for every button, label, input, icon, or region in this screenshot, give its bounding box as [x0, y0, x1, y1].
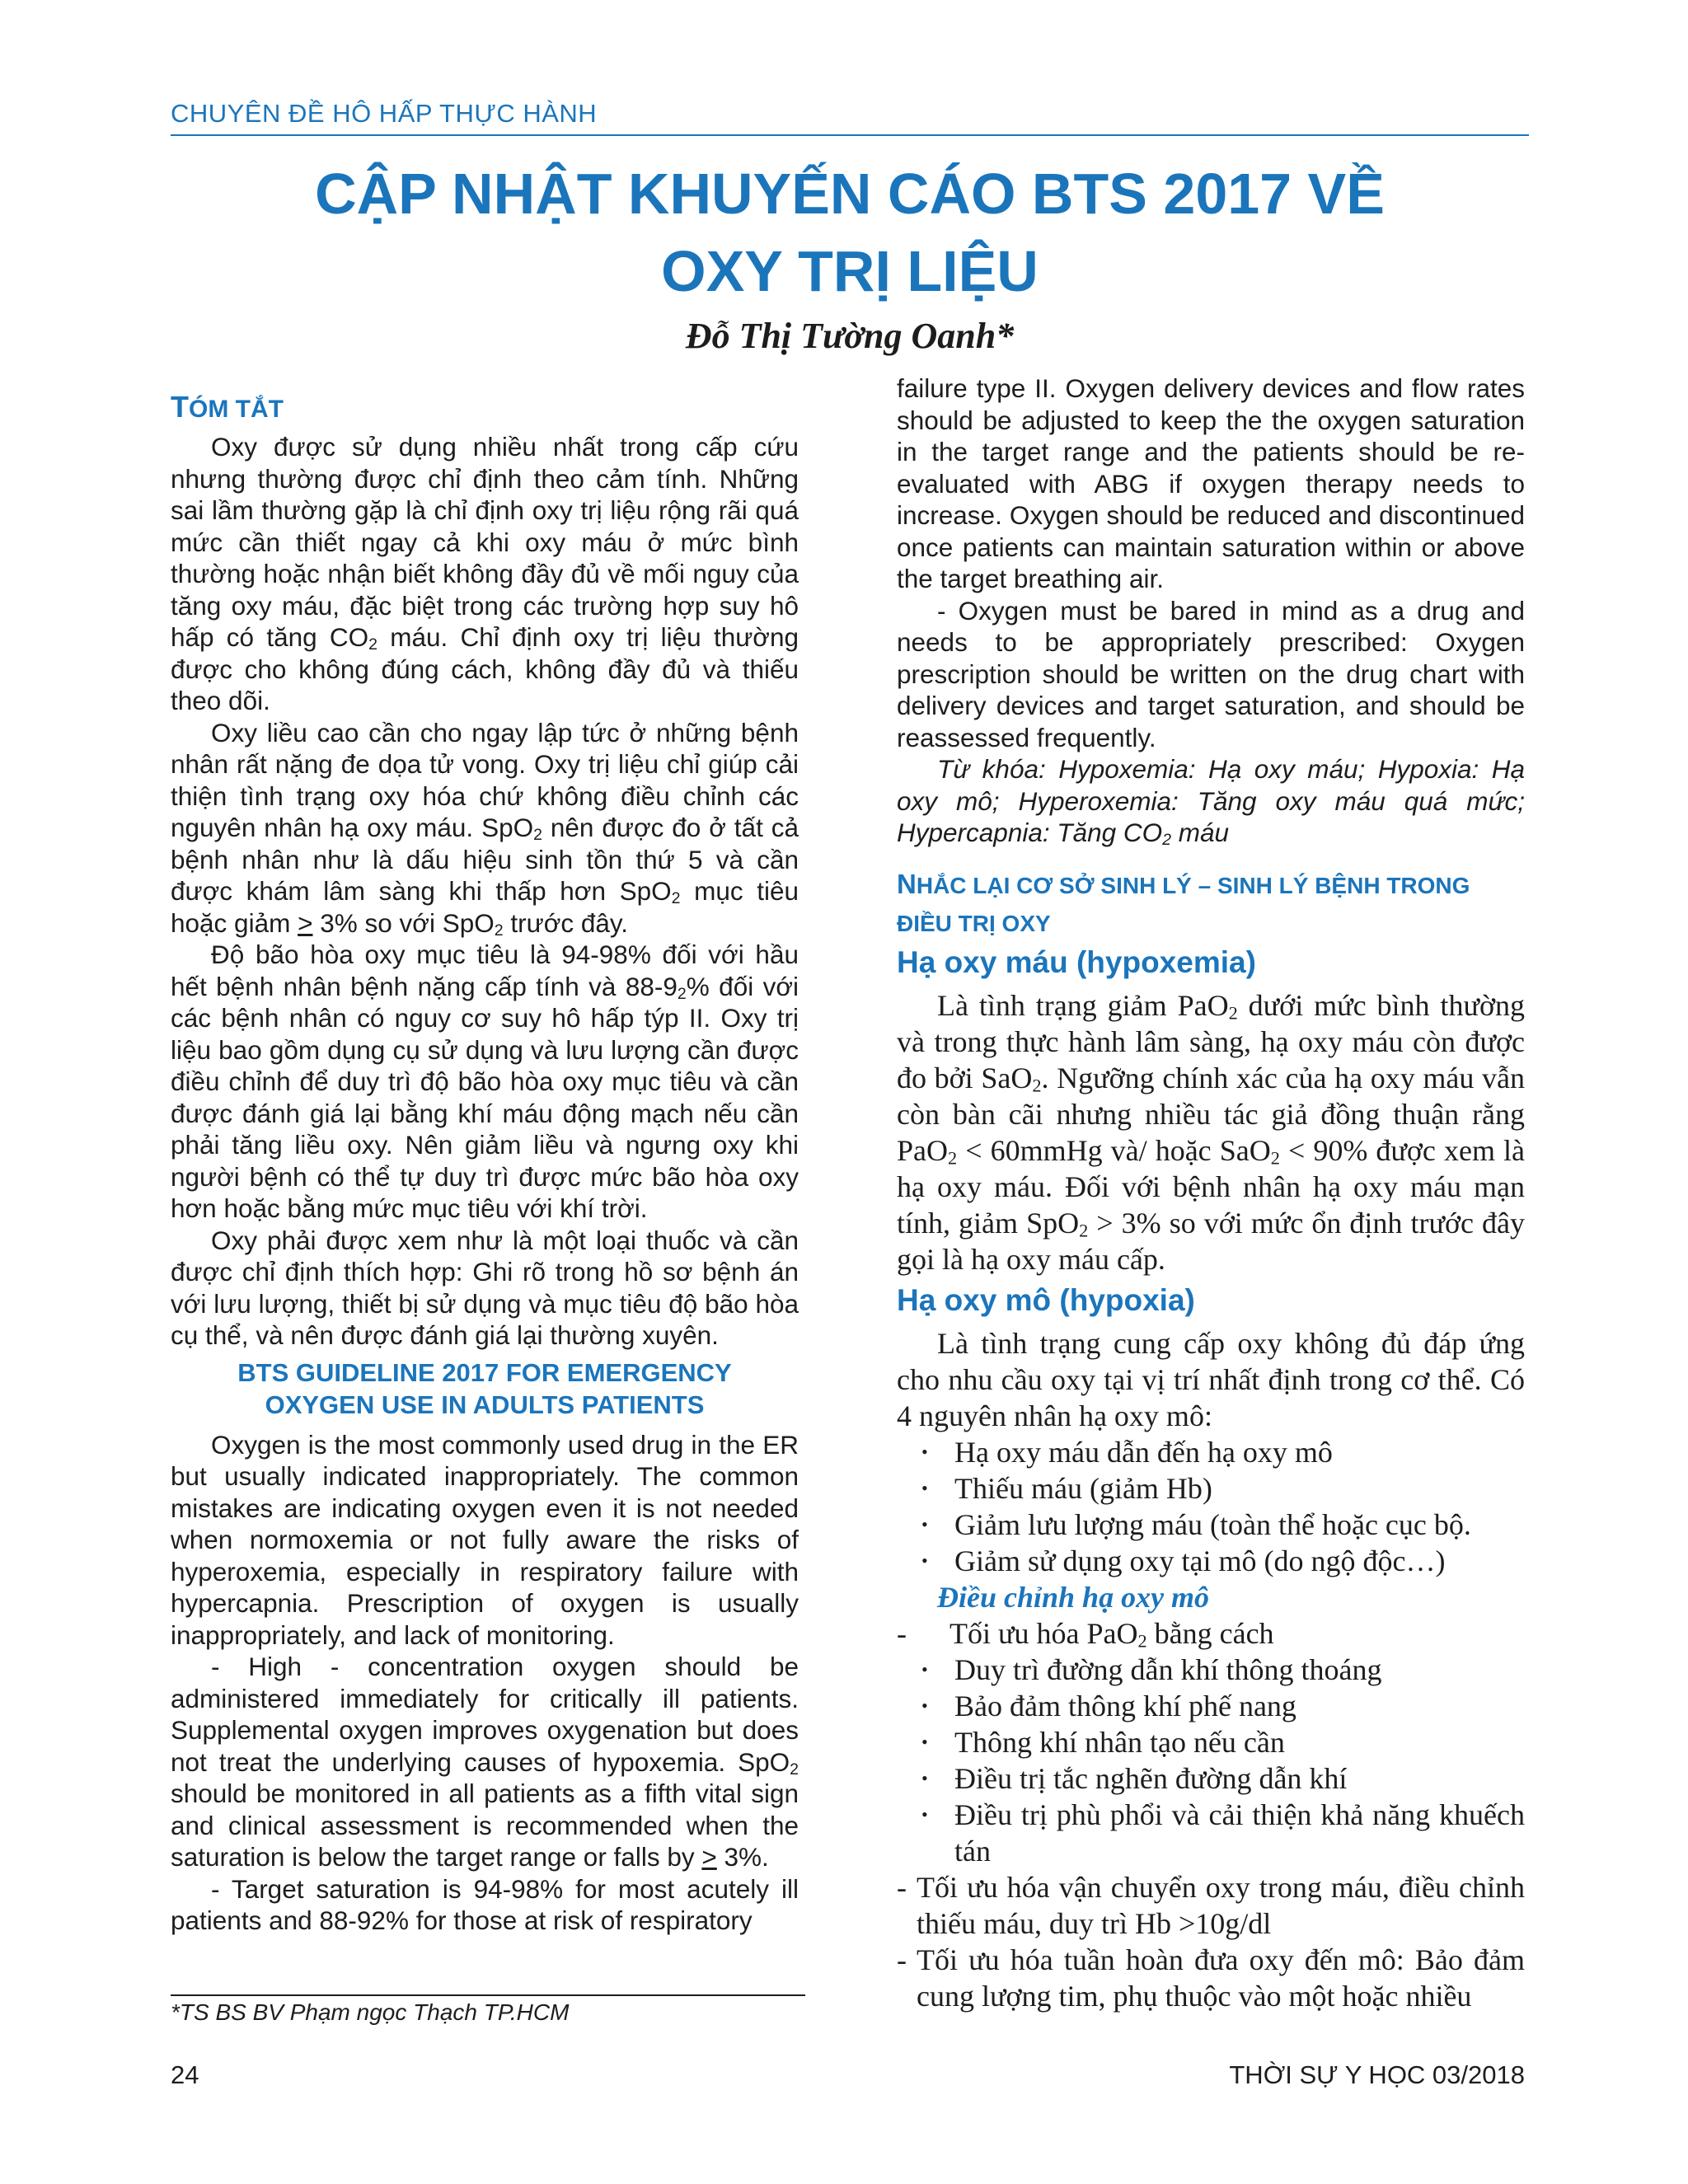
- title-line-1: CẬP NHẬT KHUYẾN CÁO BTS 2017 VỀ: [315, 162, 1385, 226]
- subscript: 2: [1162, 830, 1172, 849]
- english-paragraph-1: Oxygen is the most commonly used drug in the ER but usually indicated inappropriately. The common mistakes are indicating oxygen even it is not needed when normoxemia or not fully aware the risks of hyperoxemia, especially in respiratory failure with hypercapnia. Prescription of oxygen is usually inappropriately, and lack of monitoring.: [171, 1429, 799, 1650]
- text-run: nên được đo ở tất cả bệnh nhân như là dấu hiệu sinh tồn thứ 5 và cần được khám lâm sàng khi thấp hơn SpO: [171, 813, 799, 906]
- optimize-circulation-item: - Tối ưu hóa tuần hoàn đưa oxy đến mô: Bảo đảm cung lượng tim, phụ thuộc vào một hoặc nhiều: [897, 1942, 1525, 2014]
- english-paragraph-2: [171, 1651, 799, 1873]
- list-item: • Giảm lưu lượng máu (toàn thể hoặc cục bộ.: [921, 1507, 1525, 1543]
- list-item: • Giảm sử dụng oxy tại mô (do ngộ độc…): [921, 1543, 1525, 1579]
- subscript: 2: [948, 1146, 958, 1168]
- header-rule: [171, 134, 1529, 136]
- english-title-line-2: OXYGEN USE IN ADULTS PATIENTS: [265, 1390, 705, 1419]
- summary-paragraph-1: [171, 431, 799, 717]
- list-item: • Thiếu máu (giảm Hb): [921, 1470, 1525, 1507]
- footnote: *TS BS BV Phạm ngọc Thạch TP.HCM: [171, 1999, 570, 2025]
- subscript: 2: [790, 1760, 799, 1779]
- journal-issue: THỜI SỰ Y HỌC 03/2018: [1229, 2060, 1525, 2089]
- keywords: [897, 753, 1525, 849]
- english-title-line-1: BTS GUIDELINE 2017 FOR EMERGENCY: [237, 1357, 732, 1387]
- text-run: Oxy liều cao cần cho ngay lập tức ở những bệnh nhân rất nặng đe dọa tử vong. Oxy trị liệu chỉ giúp cải thiện tình trạng oxy hóa chứ không điều chỉnh các nguyên nhân hạ oxy máu. SpO: [171, 717, 799, 842]
- text-run: 3% so với SpO: [312, 907, 495, 938]
- text-run: . Ngưỡng chính xác của hạ oxy máu vẫn còn bàn cãi nhưng nhiều tác giả đồng thuận rằng PaO: [897, 1061, 1525, 1167]
- text-run: dưới mức bình thường và trong thực hành lâm sàng, hạ oxy máu còn được đo bởi SaO: [897, 988, 1525, 1094]
- subscript: 2: [368, 635, 378, 654]
- text-run: máu. Chỉ định oxy trị liệu thường được cho không đúng cách, không đầy đủ và thiếu theo dõi.: [171, 622, 799, 715]
- text-run: - High - concentration oxygen should be administered immediately for critically ill patients. Supplemental oxygen improves oxygenation but does not treat the underlying causes of hypoxemia. SpO: [171, 1652, 799, 1777]
- english-paragraph-3-continued: failure type II. Oxygen delivery devices and flow rates should be adjusted to keep the the oxygen saturation in the target range and the patients should be re-evaluated with ABG if oxygen therapy needs to increase. Oxygen should be reduced and discontinued once patients can maintain saturation within or above the target breathing air.: [897, 373, 1525, 593]
- summary-heading-initial: T: [171, 390, 189, 424]
- section-2-heading: [897, 865, 1525, 943]
- text-run: < 60mmHg và/ hoặc SaO: [957, 1133, 1271, 1167]
- optimize-pao2-measures-list: [897, 1652, 1525, 1869]
- text-run: trước đây.: [503, 907, 629, 938]
- text-run: máu: [1171, 818, 1230, 847]
- english-paragraph-3: - Target saturation is 94-98% for most acutely ill patients and 88-92% for those at risk of respiratory: [171, 1873, 799, 1935]
- subscript: 2: [533, 825, 542, 844]
- list-item: • Hạ oxy máu dẫn đến hạ oxy mô: [921, 1434, 1525, 1470]
- optimize-transport-item: - Tối ưu hóa vận chuyển oxy trong máu, điều chỉnh thiếu máu, duy trì Hb >10g/dl: [897, 1869, 1525, 1942]
- optimize-pao2-item: [897, 1615, 1525, 1652]
- hypoxemia-paragraph: [897, 987, 1525, 1277]
- summary-paragraph-2: [171, 717, 799, 940]
- correction-heading: Điều chỉnh hạ oxy mô: [937, 1580, 1210, 1614]
- text-run: > 3% so với mức ổn định trước đây gọi là hạ oxy máu cấp.: [897, 1206, 1525, 1276]
- greater-equal-sign: >: [298, 907, 313, 938]
- text-run: Là tình trạng giảm PaO: [937, 988, 1229, 1022]
- section-2-heading-initial: N: [897, 868, 917, 899]
- hypoxia-paragraph: Là tình trạng cung cấp oxy không đủ đáp ứng cho nhu cầu oxy tại vị trí nhất định trong cơ thể. Có 4 nguyên nhân hạ oxy mô:: [897, 1326, 1525, 1432]
- text-run: Từ khóa: Hypoxemia: Hạ oxy máu; Hypoxia: Hạ oxy mô; Hyperoxemia: Tăng oxy máu quá mức; Hypercapnia: Tăng CO: [897, 754, 1525, 847]
- subscript: 2: [494, 921, 504, 940]
- title-line-2: OXY TRỊ LIỆU: [661, 239, 1039, 303]
- list-item: • Điều trị tắc nghẽn đường dẫn khí: [921, 1760, 1525, 1797]
- footnote-rule: [171, 1994, 805, 1996]
- subscript: 2: [1270, 1146, 1280, 1168]
- hypoxia-causes-list: [897, 1434, 1525, 1579]
- subscript: 2: [671, 888, 681, 907]
- text-run: should be monitored in all patients as a fifth vital sign and clinical assessment is recommended when the saturation is below the target range or falls by: [171, 1779, 799, 1872]
- text-run: Oxy được sử dụng nhiều nhất trong cấp cứu nhưng thường được chỉ định theo cảm tính. Những sai lầm thường gặp là chỉ định oxy trị liệu rộng rãi quá mức cần thiết ngay cả khi oxy máu ở mức bình thường hoặc nhận biết không đầy đủ về mối nguy của tăng oxy máu, đặc biệt trong các trường hợp suy hô hấp có tăng CO: [171, 432, 799, 652]
- article-title: [171, 155, 1529, 310]
- hypoxemia-heading: Hạ oxy máu (hypoxemia): [897, 944, 1256, 979]
- section-2-heading-line-2: ĐIỀU TRỊ OXY: [897, 910, 1051, 936]
- subscript: 2: [1032, 1074, 1042, 1095]
- author: Đỗ Thị Tường Oanh*: [685, 316, 1015, 356]
- list-item: • Bảo đảm thông khí phế nang: [921, 1688, 1525, 1724]
- left-column: [171, 389, 799, 1937]
- summary-paragraph-4: Oxy phải được xem như là một loại thuốc và cần được chỉ định thích hợp: Ghi rõ trong hồ sơ bệnh án với lưu lượng, thiết bị sử dụng và mục tiêu độ bão hòa cụ thể, và nên được đánh giá lại thường xuyên.: [171, 1225, 799, 1350]
- english-abstract-title: [171, 1357, 799, 1421]
- text-run: Độ bão hòa oxy mục tiêu là 94-98% đối với hầu hết bệnh nhân bệnh nặng cấp tính và 88-9: [171, 940, 799, 1001]
- text-run: bằng cách: [1146, 1616, 1274, 1650]
- english-paragraph-4: - Oxygen must be bared in mind as a drug and needs to be appropriately prescribed: Oxygen prescription should be written on the drug chart with delivery devices and target saturation, and should be reassessed frequently.: [897, 595, 1525, 752]
- text-run: mục tiêu hoặc giảm: [171, 876, 799, 938]
- text-run: < 90% được xem là hạ oxy máu. Đối với bệnh nhân hạ oxy máu mạn tính, giảm SpO: [897, 1133, 1525, 1240]
- list-item: • Duy trì đường dẫn khí thông thoáng: [921, 1652, 1525, 1688]
- right-column: [897, 373, 1525, 2014]
- summary-paragraph-3: [171, 939, 799, 1225]
- section-2-heading-line-1: HẮC LẠI CƠ SỞ SINH LÝ – SINH LÝ BỆNH TRONG: [916, 872, 1470, 898]
- summary-heading: [171, 392, 799, 424]
- running-head: CHUYÊN ĐỀ HÔ HẤP THỰC HÀNH: [171, 99, 598, 128]
- list-item: • Thông khí nhân tạo nếu cần: [921, 1724, 1525, 1760]
- page-number: 24: [171, 2060, 199, 2089]
- text-run: Tối ưu hóa PaO: [950, 1616, 1138, 1650]
- subscript: 2: [1137, 1629, 1147, 1651]
- hypoxia-heading: Hạ oxy mô (hypoxia): [897, 1282, 1195, 1317]
- text-run: % đối với các bệnh nhân có nguy cơ suy hô hấp týp II. Oxy trị liệu bao gồm dụng cụ sử dụng và lưu lượng cần được điều chỉnh để duy trì độ bão hòa oxy mục tiêu và cần được đánh giá lại bằng khí máu động mạch nếu cần phải tăng liều oxy. Nên giảm liều và ngưng oxy khi người bệnh có thể tự duy trì được mức bão hòa oxy hơn hoặc bằng mức mục tiêu với khí trời.: [171, 971, 799, 1223]
- greater-equal-sign: >: [701, 1842, 717, 1872]
- subscript: 2: [1228, 1001, 1238, 1023]
- summary-heading-rest: ÓM TẮT: [189, 396, 284, 423]
- list-item: • Điều trị phù phổi và cải thiện khả năng khuếch tán: [921, 1797, 1525, 1869]
- subscript: 2: [1079, 1219, 1089, 1240]
- subscript: 2: [677, 984, 687, 1003]
- text-run: 3%.: [716, 1842, 769, 1872]
